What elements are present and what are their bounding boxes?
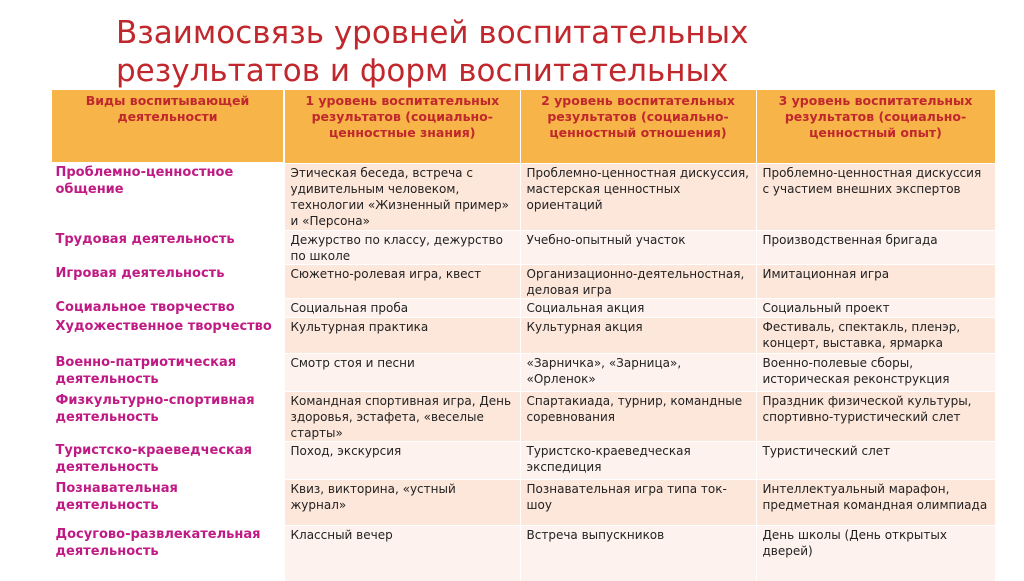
row-level-1: Дежурство по классу, дежурство по школе (284, 230, 520, 264)
row-activity: Туристско-краеведческая деятельность (51, 441, 284, 479)
row-level-2: «Зарничка», «Зарница», «Орленок» (520, 353, 756, 391)
row-level-3: День школы (День открытых дверей) (756, 525, 995, 581)
row-activity: Художественное творчество (51, 317, 284, 353)
header-level-2: 2 уровень воспитательных результатов (социально-ценностный отношения) (520, 89, 756, 163)
row-level-2: Туристско-краеведческая экспедиция (520, 441, 756, 479)
table-row (51, 264, 995, 298)
table-row (51, 479, 995, 525)
table-row (51, 353, 995, 391)
row-activity: Проблемно-ценностное общение (51, 163, 284, 230)
row-activity: Трудовая деятельность (51, 230, 284, 264)
header-level-3: 3 уровень воспитательных результатов (социально-ценностный опыт) (756, 89, 995, 163)
row-level-3: Имитационная игра (756, 264, 995, 298)
header-activity-type: Виды воспитывающей деятельности (51, 89, 284, 163)
table-row (51, 525, 995, 581)
row-activity: Социальное творчество (51, 298, 284, 317)
row-level-1: Этическая беседа, встреча с удивительным человеком, технологии «Жизненный пример» и «Персона» (284, 163, 520, 230)
row-level-2: Организационно-деятельностная, деловая игра (520, 264, 756, 298)
row-level-3: Производственная бригада (756, 230, 995, 264)
row-level-3: Социальный проект (756, 298, 995, 317)
row-level-2: Спартакиада, турнир, командные соревнования (520, 391, 756, 441)
row-activity: Физкультурно-спортивная деятельность (51, 391, 284, 441)
row-level-3: Проблемно-ценностная дискуссия с участием внешних экспертов (756, 163, 995, 230)
row-level-2: Социальная акция (520, 298, 756, 317)
row-level-1: Сюжетно-ролевая игра, квест (284, 264, 520, 298)
row-level-3: Праздник физической культуры, спортивно-туристический слет (756, 391, 995, 441)
row-activity: Познавательная деятельность (51, 479, 284, 525)
table-row (51, 230, 995, 264)
row-level-3: Фестиваль, спектакль, пленэр, концерт, выставка, ярмарка (756, 317, 995, 353)
slide-title: Взаимосвязь уровней воспитательных результатов и форм воспитательных (116, 15, 749, 89)
row-level-2: Познавательная игра типа ток-шоу (520, 479, 756, 525)
row-level-1: Поход, экскурсия (284, 441, 520, 479)
row-level-3: Туристический слет (756, 441, 995, 479)
row-level-1: Культурная практика (284, 317, 520, 353)
table-row (51, 391, 995, 441)
row-activity: Военно-патриотическая деятельность (51, 353, 284, 391)
table-header-row (51, 89, 995, 163)
row-level-3: Военно-полевые сборы, историческая реконструкция (756, 353, 995, 391)
row-activity: Игровая деятельность (51, 264, 284, 298)
table-row (51, 163, 995, 230)
row-activity: Досугово-развлекательная деятельность (51, 525, 284, 581)
table-row (51, 441, 995, 479)
row-level-2: Культурная акция (520, 317, 756, 353)
row-level-1: Социальная проба (284, 298, 520, 317)
row-level-2: Встреча выпускников (520, 525, 756, 581)
row-level-2: Проблемно-ценностная дискуссия, мастерская ценностных ориентаций (520, 163, 756, 230)
results-table (50, 88, 996, 581)
row-level-3: Интеллектуальный марафон, предметная командная олимпиада (756, 479, 995, 525)
row-level-1: Квиз, викторина, «устный журнал» (284, 479, 520, 525)
row-level-1: Классный вечер (284, 525, 520, 581)
row-level-2: Учебно-опытный участок (520, 230, 756, 264)
header-level-1: 1 уровень воспитательных результатов (социально-ценностные знания) (284, 89, 520, 163)
table-row (51, 298, 995, 317)
row-level-1: Смотр стоя и песни (284, 353, 520, 391)
table-row (51, 317, 995, 353)
row-level-1: Командная спортивная игра, День здоровья, эстафета, «веселые старты» (284, 391, 520, 441)
